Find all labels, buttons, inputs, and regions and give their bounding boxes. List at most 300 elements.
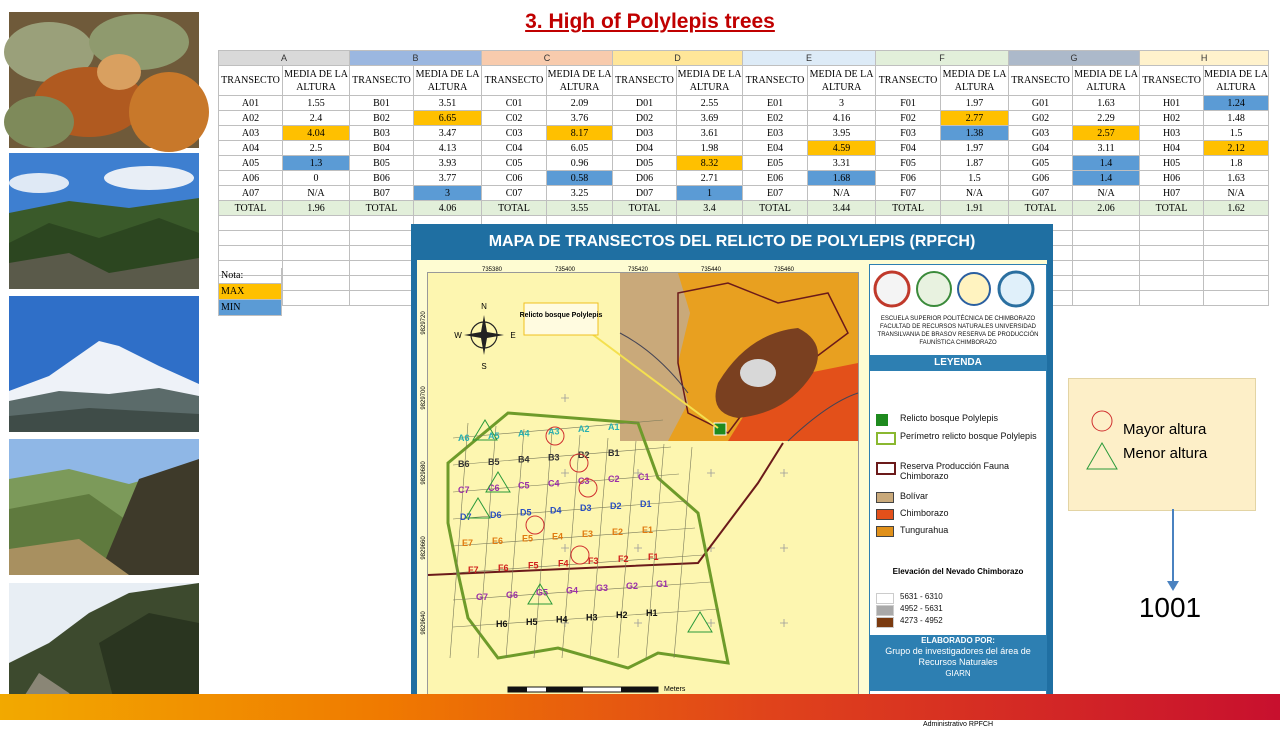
elevation-swatch — [876, 593, 894, 604]
symbol-key — [1068, 378, 1256, 511]
transect-id: A01 — [219, 96, 283, 111]
max-height-circle — [571, 546, 589, 564]
height-value: 2.5 — [283, 141, 350, 156]
slide-title: 3. High of Polylepis trees — [525, 10, 775, 33]
elaborado-title: ELABORADO POR: — [921, 636, 995, 645]
menor-triangle-icon — [1087, 443, 1117, 469]
grid-cross — [561, 394, 569, 402]
elevation-label: 4952 - 5631 — [900, 604, 943, 613]
total-value: 2.06 — [1073, 201, 1140, 216]
total-value: 3.44 — [808, 201, 876, 216]
transect-label: F5 — [528, 560, 539, 571]
grid-cross — [780, 544, 788, 552]
transect-label: D4 — [550, 505, 562, 516]
transect-label: G3 — [596, 583, 609, 594]
compass-west: W — [454, 331, 462, 340]
transect-label: E3 — [582, 529, 594, 540]
total-label: TOTAL — [876, 201, 941, 216]
callout-label: Relicto bosque Polylepis — [519, 312, 603, 319]
empty-cell — [1204, 261, 1269, 276]
empty-cell — [1204, 276, 1269, 291]
height-value: 4.16 — [808, 111, 876, 126]
legend-label: Perímetro relicto bosque Polylepis — [900, 431, 1037, 441]
empty-cell — [283, 276, 350, 291]
transect-id: G06 — [1009, 171, 1073, 186]
transect-label: F3 — [588, 556, 599, 567]
empty-cell — [219, 246, 283, 261]
legend-swatch — [876, 526, 894, 537]
empty-cell — [283, 261, 350, 276]
total-value: 1.62 — [1204, 201, 1269, 216]
header-transecto: TRANSECTO — [743, 66, 808, 96]
total-value: 1.96 — [283, 201, 350, 216]
transect-id: H04 — [1140, 141, 1204, 156]
transect-label: D7 — [460, 512, 472, 522]
header-media-altura: MEDIA DE LA ALTURA — [941, 66, 1009, 96]
transect-id: A02 — [219, 111, 283, 126]
height-value: 1.4 — [1073, 156, 1140, 171]
legend-panel — [869, 264, 1047, 728]
transect-id: F04 — [876, 141, 941, 156]
total-value: 3.55 — [547, 201, 613, 216]
height-value: 4.59 — [808, 141, 876, 156]
total-label: TOTAL — [1140, 201, 1204, 216]
transect-label: G1 — [656, 578, 669, 589]
height-value: 6.05 — [547, 141, 613, 156]
height-value: 1 — [677, 186, 743, 201]
scale-bar-segment — [621, 687, 658, 692]
empty-cell — [283, 291, 350, 306]
transect-label: F7 — [468, 565, 479, 575]
transect-id: F02 — [876, 111, 941, 126]
transect-id: A03 — [219, 126, 283, 141]
transect-label: E5 — [522, 533, 534, 544]
transect-id: B01 — [350, 96, 414, 111]
spreadsheet-notes — [218, 268, 282, 316]
transect-label: D5 — [520, 507, 532, 518]
transect-label: D2 — [610, 501, 622, 511]
transect-label: G4 — [566, 585, 579, 596]
height-value: 1.24 — [1204, 96, 1269, 111]
transect-id: H01 — [1140, 96, 1204, 111]
header-transecto: TRANSECTO — [613, 66, 677, 96]
header-transecto: TRANSECTO — [876, 66, 941, 96]
elevation-swatch — [876, 617, 894, 628]
transect-label: H4 — [556, 614, 568, 625]
height-value: 0.58 — [547, 171, 613, 186]
height-value: 0 — [283, 171, 350, 186]
height-value: 3 — [808, 96, 876, 111]
legend-label: Chimborazo — [900, 508, 949, 518]
transect-label: H3 — [586, 612, 598, 623]
transect-id: G01 — [1009, 96, 1073, 111]
transect-id: D07 — [613, 186, 677, 201]
transect-id: F01 — [876, 96, 941, 111]
height-value: N/A — [808, 186, 876, 201]
min-key: MIN — [218, 300, 282, 316]
transect-label: H5 — [526, 616, 538, 627]
forest-ridge-photo — [9, 153, 199, 289]
transect-map — [411, 224, 1053, 728]
empty-cell — [1140, 216, 1204, 231]
empty-cell — [219, 231, 283, 246]
total-label: TOTAL — [613, 201, 677, 216]
transect-id: D02 — [613, 111, 677, 126]
elevation-title: Elevación del Nevado Chimborazo — [892, 567, 1024, 576]
transect-label: A5 — [488, 430, 500, 441]
compass-south: S — [481, 362, 487, 371]
transect-grid-line — [674, 447, 692, 658]
total-label: TOTAL — [743, 201, 808, 216]
map-frame — [421, 267, 859, 706]
elevation-swatch — [876, 605, 894, 616]
height-value: 2.57 — [1073, 126, 1140, 141]
transect-label: E4 — [552, 531, 564, 542]
height-value: N/A — [283, 186, 350, 201]
transect-label: C2 — [608, 474, 620, 484]
column-letter: H — [1140, 51, 1269, 66]
transect-label: C3 — [578, 476, 590, 487]
height-value: N/A — [1073, 186, 1140, 201]
transect-label: A1 — [608, 422, 620, 432]
empty-cell — [1140, 261, 1204, 276]
transect-id: F05 — [876, 156, 941, 171]
height-value: N/A — [1204, 186, 1269, 201]
empty-cell — [1140, 231, 1204, 246]
height-value: 1.5 — [1204, 126, 1269, 141]
grid-cross — [707, 469, 715, 477]
total-label: TOTAL — [482, 201, 547, 216]
transect-label: C4 — [548, 478, 560, 489]
transect-label: A4 — [518, 428, 530, 439]
transect-id: C07 — [482, 186, 547, 201]
max-key: MAX — [218, 284, 282, 300]
elevation-label: 5631 - 6310 — [900, 592, 943, 601]
height-value: 2.29 — [1073, 111, 1140, 126]
legend-label: Tungurahua — [900, 525, 949, 535]
column-letter: C — [482, 51, 613, 66]
empty-cell — [1073, 246, 1140, 261]
transect-id: B03 — [350, 126, 414, 141]
transect-label: H2 — [616, 610, 628, 621]
height-value: 6.65 — [414, 111, 482, 126]
empty-cell — [350, 261, 414, 276]
polylepis-closeup-photo — [9, 12, 199, 148]
mayor-altura-label: Mayor altura — [1123, 421, 1207, 438]
height-value: 3.11 — [1073, 141, 1140, 156]
transect-id: F06 — [876, 171, 941, 186]
height-value: 1.3 — [283, 156, 350, 171]
transect-id: F03 — [876, 126, 941, 141]
height-value: 0.96 — [547, 156, 613, 171]
height-value: 1.63 — [1073, 96, 1140, 111]
height-value: 1.68 — [808, 171, 876, 186]
total-label: TOTAL — [1009, 201, 1073, 216]
top-coord: 735380 — [481, 267, 503, 273]
empty-cell — [1073, 291, 1140, 306]
menor-altura-label: Menor altura — [1123, 445, 1208, 462]
transect-id: C03 — [482, 126, 547, 141]
empty-cell — [350, 231, 414, 246]
transect-label: G7 — [476, 592, 489, 602]
height-value: 1.63 — [1204, 171, 1269, 186]
empty-cell — [1204, 291, 1269, 306]
transect-label: A6 — [458, 433, 470, 443]
transect-id: E04 — [743, 141, 808, 156]
height-value: 3.25 — [547, 186, 613, 201]
transect-label: F6 — [498, 562, 509, 573]
height-value: 1.48 — [1204, 111, 1269, 126]
height-value: 3.76 — [547, 111, 613, 126]
transect-id: E07 — [743, 186, 808, 201]
transect-label: D3 — [580, 503, 592, 514]
transect-id: B06 — [350, 171, 414, 186]
legend-swatch — [876, 414, 888, 426]
transect-label: D1 — [640, 498, 652, 509]
transect-id: C01 — [482, 96, 547, 111]
total-label: TOTAL — [350, 201, 414, 216]
column-letter: B — [350, 51, 482, 66]
transect-label: E6 — [492, 535, 504, 546]
height-value: 1.38 — [941, 126, 1009, 141]
transect-id: C04 — [482, 141, 547, 156]
height-value: 1.97 — [941, 141, 1009, 156]
map-title: MAPA DE TRANSECTOS DEL RELICTO DE POLYLEPIS (RPFCH) — [488, 233, 976, 250]
down-arrow-icon — [1163, 509, 1183, 591]
header-media-altura: MEDIA DE LA ALTURA — [547, 66, 613, 96]
transect-id: G04 — [1009, 141, 1073, 156]
scale-bar-segment — [546, 687, 583, 692]
transect-id: H06 — [1140, 171, 1204, 186]
grid-cross — [561, 544, 569, 552]
left-coord: 9829640 — [421, 611, 427, 635]
transect-label: F2 — [618, 554, 629, 564]
header-media-altura: MEDIA DE LA ALTURA — [283, 66, 350, 96]
transect-label: A3 — [548, 426, 560, 437]
column-letter: D — [613, 51, 743, 66]
transect-label: F4 — [558, 558, 569, 569]
header-media-altura: MEDIA DE LA ALTURA — [808, 66, 876, 96]
transect-id: D01 — [613, 96, 677, 111]
transect-id: G03 — [1009, 126, 1073, 141]
compass-needle-icon — [464, 315, 504, 355]
total-value: 4.06 — [414, 201, 482, 216]
transect-id: H07 — [1140, 186, 1204, 201]
transect-id: B07 — [350, 186, 414, 201]
total-label: TOTAL — [219, 201, 283, 216]
transect-label: G6 — [506, 589, 519, 600]
column-letter: E — [743, 51, 876, 66]
height-value: 2.4 — [283, 111, 350, 126]
legend-swatch — [876, 462, 896, 475]
empty-cell — [1140, 276, 1204, 291]
empty-cell — [283, 231, 350, 246]
grid-cross — [634, 544, 642, 552]
legend-title: LEYENDA — [870, 355, 1046, 371]
transect-grid-line — [590, 438, 608, 658]
transect-label: B2 — [578, 450, 590, 461]
grid-cross — [561, 469, 569, 477]
footer-bar — [0, 694, 1280, 720]
height-value: 3.69 — [677, 111, 743, 126]
transect-id: B02 — [350, 111, 414, 126]
transect-plot — [421, 267, 858, 705]
transect-id: A05 — [219, 156, 283, 171]
height-value: 1.87 — [941, 156, 1009, 171]
height-value: 1.5 — [941, 171, 1009, 186]
institution-text: ESCUELA SUPERIOR POLITÉCNICA DE CHIMBORAZO FACULTAD DE RECURSOS NATURALES UNIVERSIDAD TRANSILVANIA DE BRASOV RESERVA DE PRODUCCIÓN FAUNÍSTICA CHIMBORAZO — [877, 316, 1039, 346]
transect-label: B6 — [458, 459, 470, 469]
transect-id: G05 — [1009, 156, 1073, 171]
transect-id: B04 — [350, 141, 414, 156]
transect-label: E1 — [642, 524, 654, 535]
transect-id: A06 — [219, 171, 283, 186]
scale-unit: Meters — [664, 686, 686, 693]
height-value: 8.32 — [677, 156, 743, 171]
total-value: 3.4 — [677, 201, 743, 216]
transect-label: B3 — [548, 452, 560, 463]
transect-grid-line — [453, 582, 711, 600]
transect-id: F07 — [876, 186, 941, 201]
total-value: 1.91 — [941, 201, 1009, 216]
header-transecto: TRANSECTO — [219, 66, 283, 96]
empty-cell — [1204, 216, 1269, 231]
transect-label: C6 — [488, 482, 500, 493]
count-value: 1001 — [1138, 592, 1202, 623]
transect-label: E7 — [462, 538, 474, 548]
header-media-altura: MEDIA DE LA ALTURA — [414, 66, 482, 96]
column-letter: G — [1009, 51, 1140, 66]
column-letter: F — [876, 51, 1009, 66]
callout-box — [524, 303, 598, 335]
column-letter: A — [219, 51, 350, 66]
transect-id: C06 — [482, 171, 547, 186]
empty-cell — [283, 216, 350, 231]
height-value: 1.97 — [941, 96, 1009, 111]
empty-cell — [1204, 246, 1269, 261]
empty-cell — [350, 216, 414, 231]
transect-label: C7 — [458, 485, 470, 495]
grid-cross — [780, 619, 788, 627]
transect-id: C02 — [482, 111, 547, 126]
map-body — [417, 260, 1047, 728]
header-transecto: TRANSECTO — [1140, 66, 1204, 96]
compass-east: E — [510, 331, 516, 340]
transect-id: A04 — [219, 141, 283, 156]
top-coord: 735400 — [554, 267, 576, 273]
transect-grid-line — [453, 498, 687, 519]
height-value: 1.4 — [1073, 171, 1140, 186]
transect-id: D04 — [613, 141, 677, 156]
height-value: N/A — [941, 186, 1009, 201]
empty-cell — [350, 246, 414, 261]
transect-label: C5 — [518, 480, 530, 491]
transect-id: E06 — [743, 171, 808, 186]
min-height-triangle — [688, 612, 712, 632]
grid-cross — [634, 619, 642, 627]
transect-id: G07 — [1009, 186, 1073, 201]
compass-north: N — [481, 302, 487, 311]
institution-logos — [870, 265, 1046, 311]
height-value: 2.55 — [677, 96, 743, 111]
transect-id: H03 — [1140, 126, 1204, 141]
legend-swatch — [876, 432, 896, 445]
transect-label: B4 — [518, 454, 530, 465]
empty-cell — [350, 291, 414, 306]
header-media-altura: MEDIA DE LA ALTURA — [1204, 66, 1269, 96]
transect-label: D6 — [490, 509, 502, 520]
header-media-altura: MEDIA DE LA ALTURA — [1073, 66, 1140, 96]
height-value: 3.47 — [414, 126, 482, 141]
empty-cell — [1073, 216, 1140, 231]
elaborado-text: Grupo de investigadores del área de Recursos Naturales — [885, 646, 1031, 667]
legend-swatch — [876, 509, 894, 520]
transect-id: E01 — [743, 96, 808, 111]
left-coord: 9829700 — [421, 386, 427, 410]
empty-cell — [1140, 291, 1204, 306]
transect-label: G2 — [626, 581, 639, 591]
header-transecto: TRANSECTO — [350, 66, 414, 96]
transect-id: E02 — [743, 111, 808, 126]
chimborazo-photo — [9, 296, 199, 432]
transect-label: G5 — [536, 587, 549, 598]
transect-grid-line — [453, 528, 695, 546]
grid-cross — [780, 469, 788, 477]
transect-id: G02 — [1009, 111, 1073, 126]
giarn-label: GIARN — [945, 669, 971, 678]
transect-grid-line — [453, 447, 671, 465]
mayor-circle-icon — [1092, 411, 1112, 431]
empty-cell — [350, 276, 414, 291]
height-value: 2.12 — [1204, 141, 1269, 156]
transect-id: E03 — [743, 126, 808, 141]
empty-cell — [1073, 231, 1140, 246]
nota-label: Nota: — [218, 268, 282, 284]
transect-label: B5 — [488, 456, 500, 467]
header-transecto: TRANSECTO — [482, 66, 547, 96]
max-height-circle — [526, 516, 544, 534]
height-value: 4.13 — [414, 141, 482, 156]
transect-label: F1 — [648, 551, 659, 562]
transect-label: A2 — [578, 424, 590, 435]
elevation-label: 4273 - 4952 — [900, 616, 943, 625]
transect-id: C05 — [482, 156, 547, 171]
legend-label: Relicto bosque Polylepis — [900, 413, 999, 423]
height-value: 3.95 — [808, 126, 876, 141]
transect-label: C1 — [638, 471, 650, 482]
empty-cell — [283, 246, 350, 261]
elaborado-block — [870, 635, 1046, 691]
left-coord: 9829720 — [421, 311, 427, 335]
scale-bar-segment — [508, 687, 527, 692]
left-coord: 9829660 — [421, 536, 427, 560]
top-coord: 735440 — [700, 267, 722, 273]
empty-cell — [1073, 276, 1140, 291]
transect-label: E2 — [612, 527, 624, 537]
legend-label: Reserva Producción Fauna Chimborazo — [900, 461, 1010, 481]
transect-id: H05 — [1140, 156, 1204, 171]
height-value: 3.51 — [414, 96, 482, 111]
transect-id: D06 — [613, 171, 677, 186]
volcano-snow — [740, 359, 776, 387]
relict-location-marker — [714, 423, 726, 435]
height-value: 3.77 — [414, 171, 482, 186]
transect-id: A07 — [219, 186, 283, 201]
height-value: 1.55 — [283, 96, 350, 111]
empty-cell — [1073, 261, 1140, 276]
height-value: 2.77 — [941, 111, 1009, 126]
height-value: 8.17 — [547, 126, 613, 141]
